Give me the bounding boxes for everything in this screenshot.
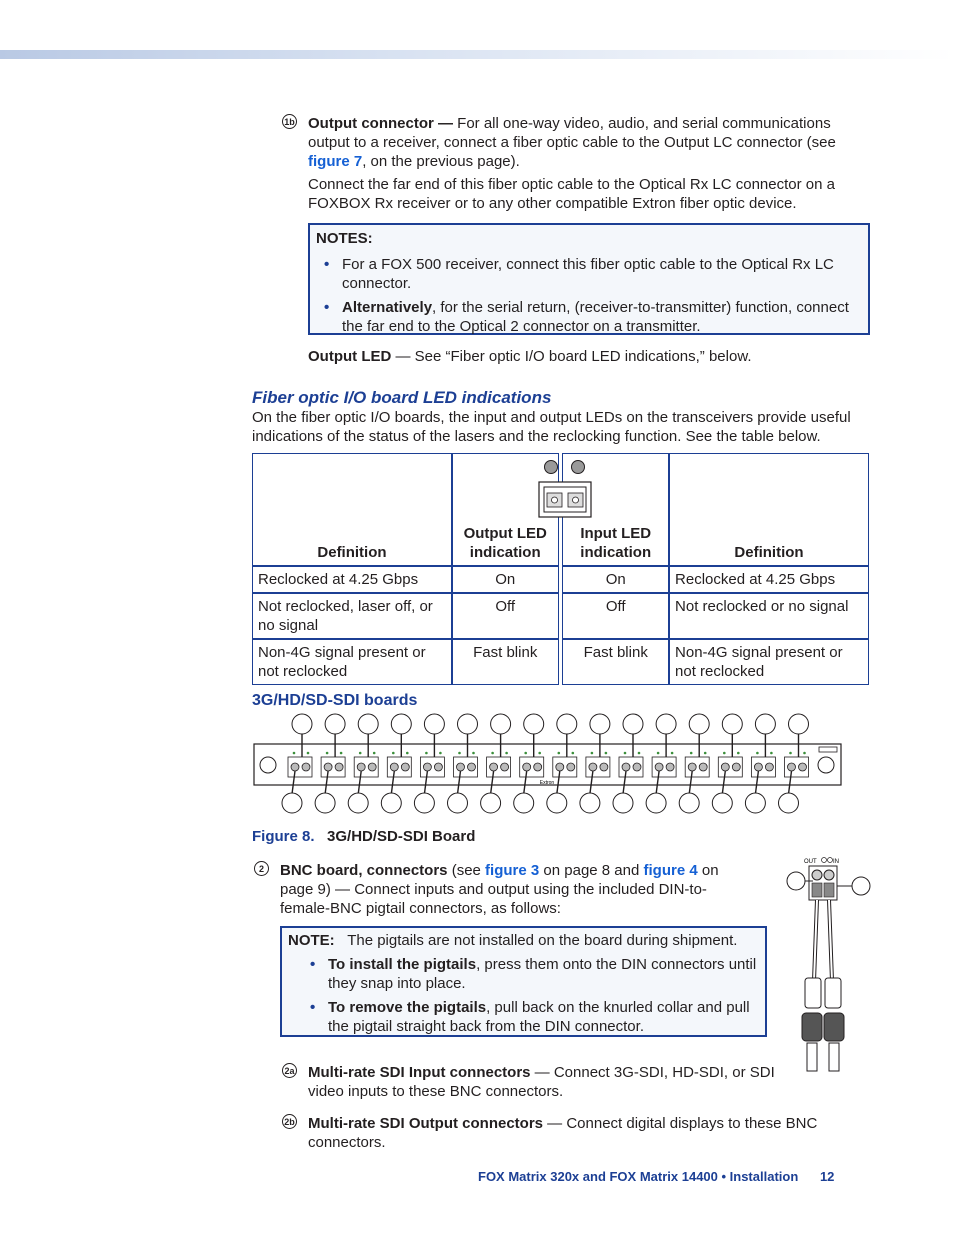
callout-circle-bottom bbox=[348, 793, 368, 813]
callout-circle-bottom bbox=[514, 793, 534, 813]
callout-circle-bottom bbox=[613, 793, 633, 813]
output-connector-text: For all one-way video, audio, and serial communications output to a receiver, connect a fiber optic cable to the Output LC connector (see bbox=[308, 115, 836, 151]
led-icon bbox=[505, 752, 508, 755]
callout-circle-top bbox=[391, 714, 411, 734]
figure-8-caption bbox=[252, 827, 475, 846]
callout-badge-1b: 1b bbox=[282, 114, 297, 129]
output-led-label: Output LED bbox=[308, 348, 392, 365]
led-icon bbox=[737, 752, 740, 755]
din-connector-icon bbox=[302, 763, 310, 771]
din-connector-icon bbox=[721, 763, 729, 771]
led-icon bbox=[591, 752, 594, 755]
callout-badge-2: 2 bbox=[254, 861, 269, 876]
led-icon bbox=[624, 752, 627, 755]
note-bold: Alternatively bbox=[342, 299, 433, 316]
bnc-text: (see bbox=[447, 862, 486, 879]
transceiver-icon bbox=[511, 455, 611, 535]
out-label: OUT bbox=[804, 859, 817, 865]
callout-circle-top bbox=[755, 714, 775, 734]
din-connector-icon bbox=[666, 763, 674, 771]
output-connector-paragraph bbox=[308, 114, 863, 171]
din-connector-icon bbox=[699, 763, 707, 771]
note-text: , pull back on the knurled collar and pull the pigtail straight back from the DIN connector. bbox=[328, 999, 750, 1035]
callout-circle-top bbox=[656, 714, 676, 734]
output-led-line bbox=[308, 347, 752, 366]
table-cell: Not reclocked, laser off, or no signal bbox=[252, 593, 452, 639]
din-connector-icon bbox=[824, 870, 834, 880]
din-connector-icon bbox=[765, 763, 773, 771]
led-icon bbox=[770, 752, 773, 755]
callout-circle-bottom bbox=[381, 793, 401, 813]
note-header bbox=[288, 931, 759, 950]
notes-box bbox=[308, 223, 870, 335]
table-header: Input LED indication bbox=[562, 453, 669, 566]
table-cell: On bbox=[562, 566, 669, 593]
callout-circle-bottom bbox=[315, 793, 335, 813]
callout-circle-top bbox=[590, 714, 610, 734]
output-connector-text-end: , on the previous page). bbox=[362, 153, 520, 170]
din-connector-icon bbox=[523, 763, 531, 771]
led-icon bbox=[307, 752, 310, 755]
led-icon bbox=[439, 752, 442, 755]
led-icon bbox=[671, 752, 674, 755]
table-cell: Fast blink bbox=[452, 639, 559, 685]
callout-circle-bottom bbox=[414, 793, 434, 813]
callout-circle-top bbox=[789, 714, 809, 734]
bnc-text: on page 8 and bbox=[539, 862, 644, 879]
board-label-plate bbox=[819, 747, 837, 752]
led-section-heading: Fiber optic I/O board LED indications bbox=[252, 388, 552, 407]
led-icon bbox=[756, 752, 759, 755]
in-label: IN bbox=[833, 859, 839, 865]
callout-circle-bottom bbox=[646, 793, 666, 813]
led-icon bbox=[359, 752, 362, 755]
page-number: 12 bbox=[819, 1169, 835, 1184]
din-connector-icon bbox=[324, 763, 332, 771]
table-cell: On bbox=[452, 566, 559, 593]
note-box bbox=[280, 926, 767, 1037]
din-connector-icon bbox=[589, 763, 597, 771]
led-table bbox=[252, 453, 869, 685]
board-screw-right bbox=[818, 757, 834, 773]
din-connector-icon bbox=[732, 763, 740, 771]
sdi-output-text: — Connect digital displays to these BNC connectors. bbox=[308, 1115, 818, 1151]
led-icon bbox=[538, 752, 541, 755]
notes-title: NOTES: bbox=[316, 230, 373, 247]
led-icon bbox=[491, 752, 494, 755]
led-icon bbox=[373, 752, 376, 755]
note-text: , press them onto the DIN connectors until they snap into place. bbox=[328, 956, 757, 992]
callout-badge-2b: 2b bbox=[282, 1114, 297, 1129]
din-connector-icon bbox=[622, 763, 630, 771]
led-icon bbox=[638, 752, 641, 755]
note-title: NOTE: bbox=[288, 932, 335, 949]
bnc-pin-icon bbox=[807, 1043, 817, 1071]
callout-circle-top bbox=[491, 714, 511, 734]
table-header: Definition bbox=[669, 453, 869, 566]
din-connector-icon bbox=[812, 870, 822, 880]
callout-circle-bottom bbox=[580, 793, 600, 813]
table-header-row bbox=[252, 453, 869, 566]
led-icon bbox=[524, 752, 527, 755]
callout-circle-bottom bbox=[679, 793, 699, 813]
din-connector-icon bbox=[335, 763, 343, 771]
led-icon bbox=[458, 752, 461, 755]
led-icon bbox=[558, 752, 561, 755]
board-screw-left bbox=[260, 757, 276, 773]
din-connector-icon bbox=[655, 763, 663, 771]
din-connector-icon bbox=[688, 763, 696, 771]
led-icon bbox=[572, 752, 575, 755]
callout-circle-top bbox=[623, 714, 643, 734]
bnc-body-icon bbox=[805, 978, 821, 1008]
sdi-section-heading: 3G/HD/SD-SDI boards bbox=[252, 692, 418, 709]
note-bold: To install the pigtails bbox=[328, 956, 477, 973]
callout-circle-top bbox=[424, 714, 444, 734]
din-connector-icon bbox=[457, 763, 465, 771]
bnc-board-title: BNC board, connectors bbox=[280, 862, 448, 879]
din-connector-icon bbox=[434, 763, 442, 771]
din-collar-icon bbox=[824, 883, 834, 897]
led-icon bbox=[406, 752, 409, 755]
page-footer bbox=[478, 1167, 834, 1186]
callout-circle-bottom bbox=[448, 793, 468, 813]
din-connector-icon bbox=[401, 763, 409, 771]
bnc-body-icon bbox=[825, 978, 841, 1008]
table-cell: Reclocked at 4.25 Gbps bbox=[669, 566, 869, 593]
note-text: The pigtails are not installed on the board during shipment. bbox=[347, 932, 738, 949]
led-icon bbox=[392, 752, 395, 755]
callout-circle-bottom bbox=[712, 793, 732, 813]
sdi-input-title: Multi-rate SDI Input connectors bbox=[308, 1064, 531, 1081]
callout-badge-2a: 2a bbox=[282, 1063, 297, 1078]
callout-circle bbox=[852, 877, 870, 895]
table-cell: Non-4G signal present or not reclocked bbox=[252, 639, 452, 685]
callout-circle-bottom bbox=[745, 793, 765, 813]
led-icon bbox=[293, 752, 296, 755]
led-icon bbox=[472, 752, 475, 755]
note-text: For a FOX 500 receiver, connect this fiber optic cable to the Optical Rx LC connector. bbox=[342, 256, 834, 292]
din-connector-icon bbox=[799, 763, 807, 771]
note-text: , for the serial return, (receiver-to-transmitter) function, connect the far end to the Optical 2 connector on a transmitter. bbox=[342, 299, 849, 335]
figure-3-link[interactable]: figure 3 bbox=[485, 862, 540, 879]
din-connector-icon bbox=[423, 763, 431, 771]
din-connector-icon bbox=[368, 763, 376, 771]
led-icon bbox=[605, 752, 608, 755]
callout-circle-top bbox=[689, 714, 709, 734]
callout-circle-top bbox=[722, 714, 742, 734]
table-row bbox=[252, 593, 869, 639]
board-logo: Extron bbox=[539, 780, 555, 786]
bnc-board-paragraph bbox=[280, 861, 750, 918]
callout-circle-top bbox=[292, 714, 312, 734]
led-icon bbox=[690, 752, 693, 755]
sdi-output-title: Multi-rate SDI Output connectors bbox=[308, 1115, 544, 1132]
callout-circle-top bbox=[557, 714, 577, 734]
din-connector-icon bbox=[357, 763, 365, 771]
bnc-pin-icon bbox=[829, 1043, 839, 1071]
din-connector-icon bbox=[468, 763, 476, 771]
callout-circle-bottom bbox=[779, 793, 799, 813]
output-led-header: Output LED indication bbox=[463, 525, 547, 561]
table-cell: Non-4G signal present or not reclocked bbox=[669, 639, 869, 685]
footer-text: FOX Matrix 320x and FOX Matrix 14400 • Installation bbox=[478, 1169, 799, 1184]
sdi-input-paragraph bbox=[308, 1063, 783, 1101]
table-row bbox=[252, 639, 869, 685]
led-icon bbox=[828, 858, 833, 863]
led-icon bbox=[326, 752, 329, 755]
din-connector-icon bbox=[633, 763, 641, 771]
din-connector-icon bbox=[490, 763, 498, 771]
sdi-output-paragraph bbox=[308, 1114, 864, 1152]
callout-circle-top bbox=[524, 714, 544, 734]
callout-circle-top bbox=[325, 714, 345, 734]
figure-4-link[interactable]: figure 4 bbox=[643, 862, 698, 879]
column-gap bbox=[559, 453, 563, 566]
table-cell: Reclocked at 4.25 Gbps bbox=[252, 566, 452, 593]
din-connector-icon bbox=[291, 763, 299, 771]
led-icon bbox=[803, 752, 806, 755]
led-icon bbox=[340, 752, 343, 755]
pigtail-diagram bbox=[777, 853, 877, 1081]
output-connector-title: Output connector — bbox=[308, 115, 453, 132]
table-cell: Not reclocked or no signal bbox=[669, 593, 869, 639]
header-bar bbox=[0, 50, 954, 59]
note-item: • For a FOX 500 receiver, connect this fiber optic cable to the Optical Rx LC connector. bbox=[324, 256, 834, 292]
bnc-barrel-icon bbox=[802, 1013, 822, 1041]
figure-title: 3G/HD/SD-SDI Board bbox=[327, 828, 476, 845]
sdi-board-diagram bbox=[250, 712, 850, 816]
led-icon bbox=[657, 752, 660, 755]
callout-circle-bottom bbox=[547, 793, 567, 813]
note-item: • Alternatively, for the serial return, (receiver-to-transmitter) function, connect the far end to the Optical 2 connector on a transmitter. bbox=[324, 299, 849, 335]
din-connector-icon bbox=[754, 763, 762, 771]
bnc-barrel-icon bbox=[824, 1013, 844, 1041]
led-icon bbox=[789, 752, 792, 755]
led-icon bbox=[425, 752, 428, 755]
din-connector-icon bbox=[390, 763, 398, 771]
callout-circle-top bbox=[358, 714, 378, 734]
bnc-text: on page 9) — Connect inputs and output using the included DIN-to-female-BNC pigtail connectors, as follows: bbox=[280, 862, 719, 917]
table-header: Definition bbox=[252, 453, 452, 566]
din-connector-icon bbox=[534, 763, 542, 771]
din-connector-icon bbox=[567, 763, 575, 771]
callout-circle-top bbox=[458, 714, 478, 734]
note-bold: To remove the pigtails bbox=[328, 999, 487, 1016]
output-led-text: — See “Fiber optic I/O board LED indications,” below. bbox=[391, 348, 752, 365]
din-collar-icon bbox=[812, 883, 822, 897]
figure-7-link[interactable]: figure 7 bbox=[308, 153, 363, 170]
callout-circle-bottom bbox=[481, 793, 501, 813]
callout-circle-bottom bbox=[282, 793, 302, 813]
din-connector-icon bbox=[556, 763, 564, 771]
sdi-input-text: — Connect 3G-SDI, HD-SDI, or SDI video inputs to these BNC connectors. bbox=[308, 1064, 775, 1100]
table-row bbox=[252, 566, 869, 593]
led-icon bbox=[704, 752, 707, 755]
din-connector-icon bbox=[501, 763, 509, 771]
table-cell: Off bbox=[452, 593, 559, 639]
din-connector-icon bbox=[600, 763, 608, 771]
far-end-paragraph: Connect the far end of this fiber optic cable to the Optical Rx LC connector on a FOXBOX Rx receiver or to any other compatible Extron fiber optic device. bbox=[308, 176, 835, 212]
callout-circle bbox=[787, 872, 805, 890]
led-icon bbox=[822, 858, 827, 863]
led-icon bbox=[723, 752, 726, 755]
note-item: • To install the pigtails, press them onto the DIN connectors until they snap into place. bbox=[310, 956, 757, 992]
table-cell: Off bbox=[562, 593, 669, 639]
din-connector-icon bbox=[788, 763, 796, 771]
table-cell: Fast blink bbox=[562, 639, 669, 685]
led-section-intro: On the fiber optic I/O boards, the input and output LEDs on the transceivers provide useful indications of the status of the lasers and the reclocking function. See the table below. bbox=[252, 409, 851, 445]
figure-label: Figure 8. bbox=[252, 828, 315, 845]
note-item: • To remove the pigtails, pull back on the knurled collar and pull the pigtail straight back from the DIN connector. bbox=[310, 999, 750, 1035]
